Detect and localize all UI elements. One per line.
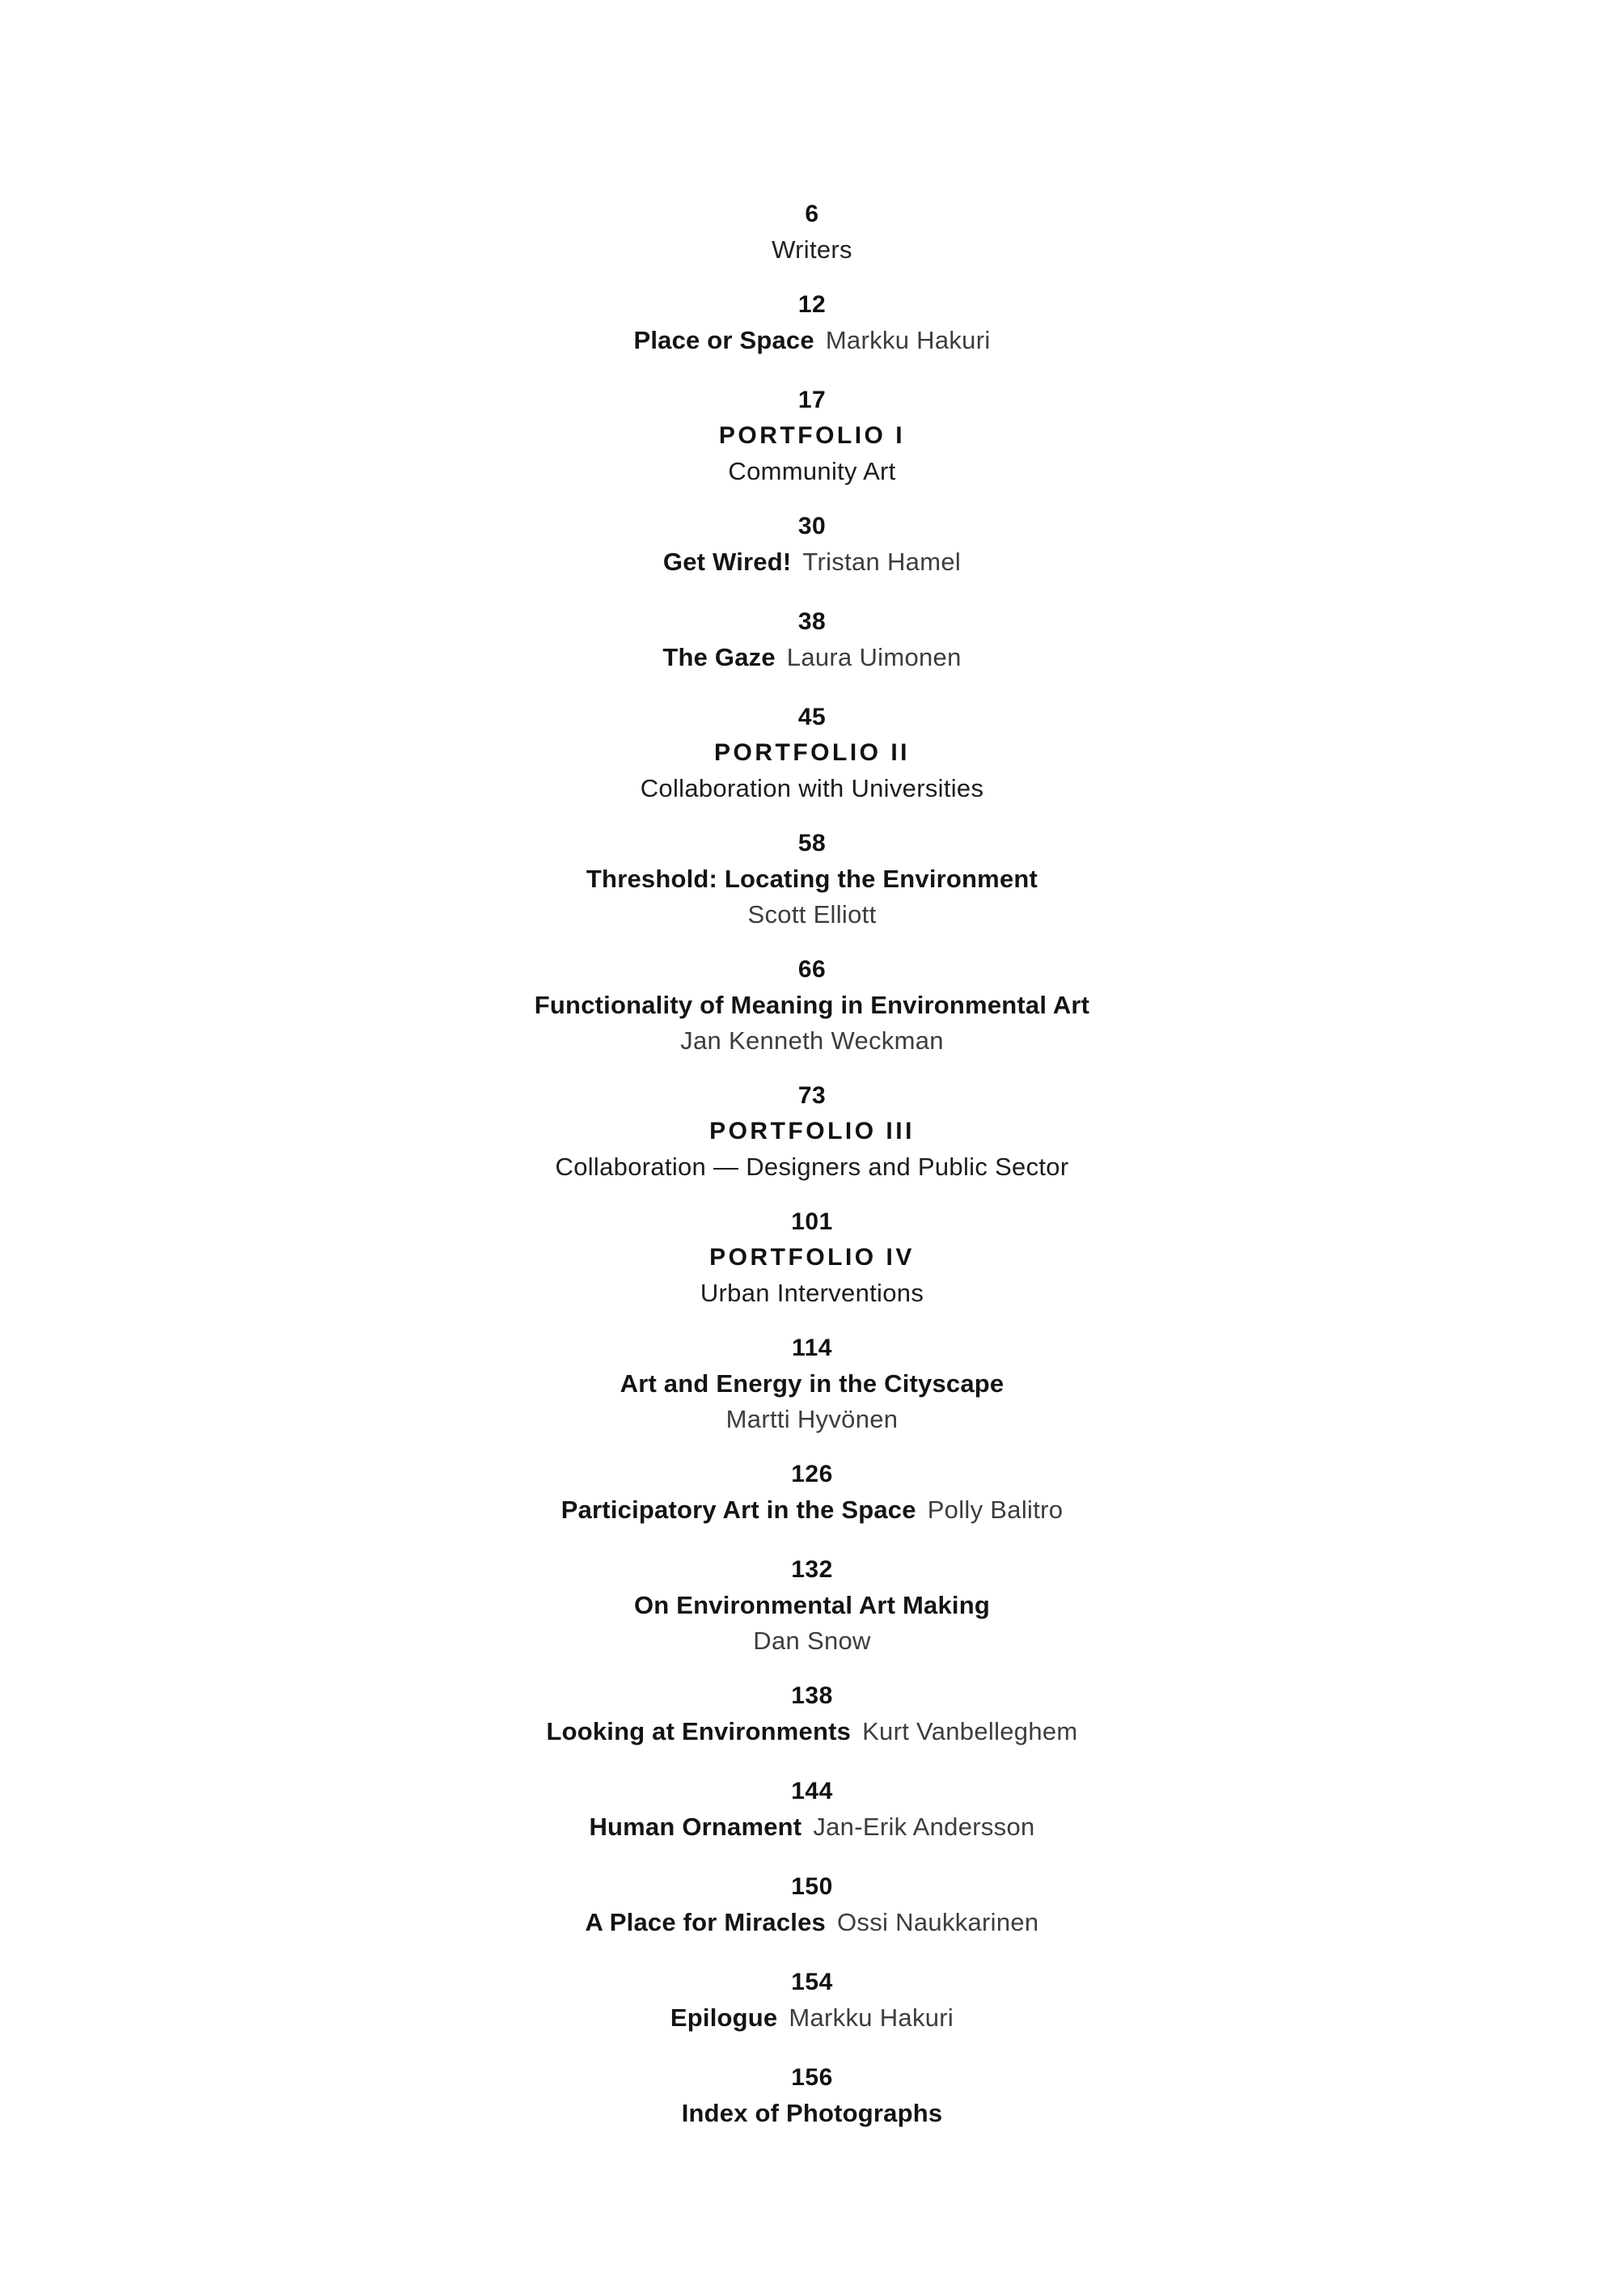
toc-title: Looking at Environments	[546, 1717, 852, 1745]
toc-page-number: 132	[791, 1556, 833, 1583]
toc-page-number: 138	[791, 1682, 833, 1709]
toc-entry	[0, 700, 1624, 806]
toc-entry	[0, 1204, 1624, 1311]
toc-title: Participatory Art in the Space	[560, 1496, 916, 1524]
toc-portfolio-label: PORTFOLIO III	[709, 1118, 915, 1144]
toc-title-row	[0, 1714, 1624, 1754]
toc-portfolio-label: PORTFOLIO I	[718, 422, 906, 449]
toc-author: Jan Kenneth Weckman	[680, 1026, 944, 1055]
toc-title: Human Ornament	[589, 1813, 802, 1841]
toc-title: On Environmental Art Making	[633, 1591, 991, 1619]
toc-page-number: 126	[791, 1461, 833, 1487]
toc-entry	[0, 1331, 1624, 1437]
toc-portfolio-subtitle: Community Art	[728, 457, 896, 485]
toc-entry	[0, 952, 1624, 1059]
toc-author: Kurt Vanbelleghem	[862, 1717, 1078, 1745]
toc-page-number: 101	[791, 1208, 833, 1235]
toc-entry	[0, 383, 1624, 489]
toc-entry	[0, 1965, 1624, 2041]
toc-title: Art and Energy in the Cityscape	[620, 1369, 1004, 1398]
toc-author: Markku Hakuri	[789, 2003, 954, 2032]
toc-entry	[0, 2060, 1624, 2131]
toc-title: Place or Space	[633, 326, 814, 354]
toc-portfolio-label: PORTFOLIO II	[714, 739, 910, 766]
toc-author: Tristan Hamel	[802, 548, 962, 576]
toc-author: Scott Elliott	[747, 900, 877, 929]
toc-title-row	[0, 1809, 1624, 1850]
toc-title: Writers	[772, 235, 852, 264]
toc-entry	[0, 1457, 1624, 1533]
toc-page-number: 73	[797, 1082, 827, 1109]
toc-page-number: 144	[791, 1778, 833, 1804]
toc-entry	[0, 197, 1624, 268]
toc-title-row	[0, 323, 1624, 363]
toc-title-row	[0, 1905, 1624, 1945]
toc-entry	[0, 1774, 1624, 1850]
toc-title: Functionality of Meaning in Environmental Art	[534, 991, 1090, 1019]
toc-entry	[0, 509, 1624, 585]
toc-portfolio-label: PORTFOLIO IV	[709, 1244, 915, 1271]
toc-page-number: 17	[797, 387, 827, 413]
toc-title-row	[0, 640, 1624, 680]
toc-title: The Gaze	[662, 643, 776, 671]
toc-entry	[0, 826, 1624, 933]
toc-author: Ossi Naukkarinen	[837, 1908, 1039, 1936]
toc-author: Martti Hyvönen	[725, 1405, 899, 1433]
toc-page-number: 154	[791, 1969, 833, 1995]
toc-entry	[0, 1869, 1624, 1945]
toc-page-number: 156	[791, 2064, 833, 2091]
toc-portfolio-subtitle: Collaboration with Universities	[640, 774, 984, 802]
toc-page-number: 6	[805, 201, 819, 227]
toc-page-number: 30	[797, 513, 827, 539]
toc-author: Dan Snow	[753, 1627, 871, 1655]
toc-author: Jan-Erik Andersson	[813, 1813, 1035, 1841]
toc-page-number: 38	[797, 608, 827, 635]
toc-title: Epilogue	[670, 2003, 778, 2032]
toc-entry	[0, 604, 1624, 680]
toc-page-number: 12	[797, 291, 827, 318]
toc-page-number: 66	[797, 956, 827, 983]
toc-title: Threshold: Locating the Environment	[586, 865, 1038, 893]
toc-entry	[0, 1552, 1624, 1659]
toc-entry	[0, 1678, 1624, 1754]
toc-portfolio-subtitle: Urban Interventions	[700, 1279, 924, 1307]
toc-title: Index of Photographs	[681, 2099, 943, 2127]
toc-page-number: 150	[791, 1873, 833, 1900]
toc-entry	[0, 287, 1624, 363]
toc-title: Get Wired!	[662, 548, 792, 576]
toc-page-number: 45	[797, 704, 827, 730]
toc-title: A Place for Miracles	[585, 1908, 827, 1936]
toc-author: Markku Hakuri	[825, 326, 991, 354]
toc-page-number: 114	[792, 1335, 832, 1361]
toc-entry	[0, 1078, 1624, 1185]
toc-title-row	[0, 1492, 1624, 1533]
toc-title-row	[0, 544, 1624, 585]
toc-author: Laura Uimonen	[786, 643, 962, 671]
toc-title-row	[0, 2000, 1624, 2041]
toc-author: Polly Balitro	[927, 1496, 1064, 1524]
toc-portfolio-subtitle: Collaboration — Designers and Public Sector	[555, 1153, 1069, 1181]
toc-page-number: 58	[797, 830, 827, 857]
